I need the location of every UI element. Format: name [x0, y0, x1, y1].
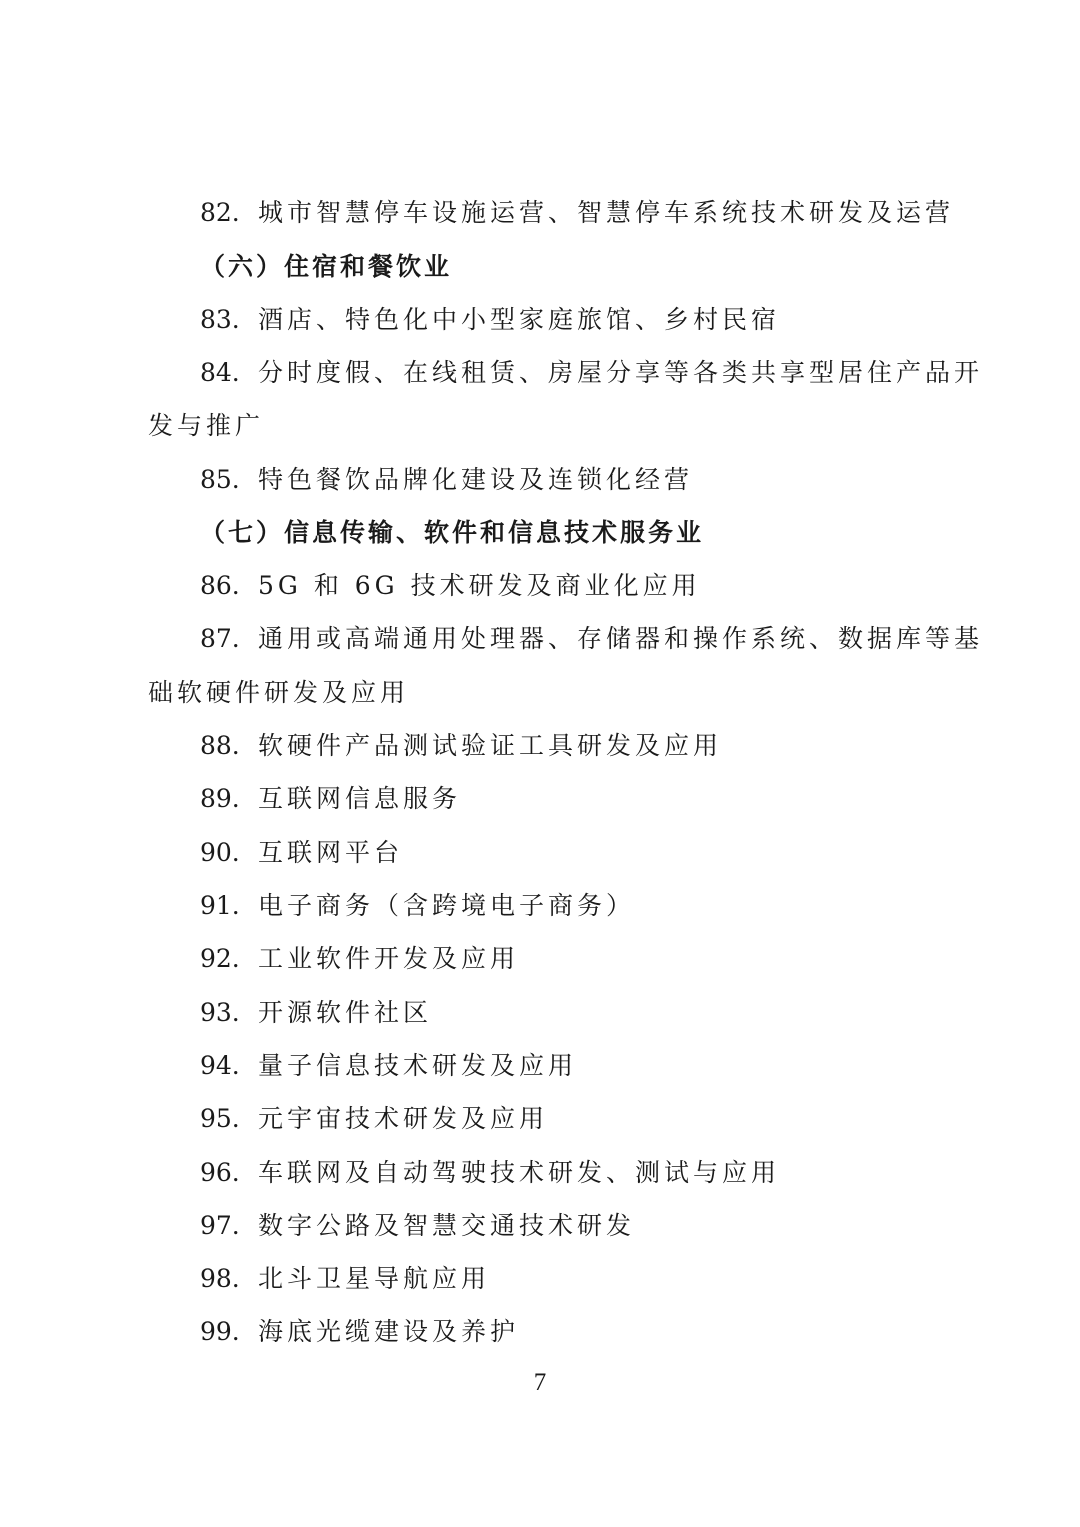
item-text: 城市智慧停车设施运营、智慧停车系统技术研发及运营 — [258, 198, 955, 227]
item-number: 96. — [200, 1158, 240, 1187]
item-text: 5G 和 6G 技术研发及商业化应用 — [258, 571, 701, 600]
list-item — [148, 889, 1000, 923]
list-item — [148, 1049, 1000, 1083]
item-number: 89. — [200, 784, 240, 813]
item-number: 91. — [200, 891, 240, 920]
list-item — [148, 1315, 1000, 1349]
item-text: 元宇宙技术研发及应用 — [258, 1104, 549, 1133]
list-item — [148, 1209, 1000, 1243]
item-text: 通用或高端通用处理器、存储器和操作系统、数据库等基 — [258, 624, 984, 653]
item-text: 量子信息技术研发及应用 — [258, 1051, 578, 1080]
item-number: 83. — [200, 305, 240, 334]
item-text: 北斗卫星导航应用 — [258, 1264, 491, 1293]
list-item — [148, 782, 1000, 816]
item-text: 开源软件社区 — [258, 998, 433, 1027]
item-number: 98. — [200, 1264, 240, 1293]
item-number: 99. — [200, 1317, 240, 1346]
list-item — [148, 1102, 1000, 1136]
item-number: 95. — [200, 1104, 240, 1133]
list-item — [148, 356, 1000, 390]
item-number: 93. — [200, 998, 240, 1027]
list-item — [148, 569, 1000, 603]
item-text: 软硬件产品测试验证工具研发及应用 — [258, 731, 723, 760]
item-text: 分时度假、在线租赁、房屋分享等各类共享型居住产品开 — [258, 358, 984, 387]
list-item — [148, 836, 1000, 870]
item-number: 84. — [200, 358, 240, 387]
item-number: 90. — [200, 838, 240, 867]
item-text: 特色餐饮品牌化建设及连锁化经营 — [258, 465, 694, 494]
list-item — [148, 1156, 1000, 1190]
list-item — [148, 196, 1000, 230]
list-item — [148, 729, 1000, 763]
item-number: 97. — [200, 1211, 240, 1240]
item-number: 82. — [200, 198, 240, 227]
item-text: 工业软件开发及应用 — [258, 944, 520, 973]
item-text: 互联网平台 — [258, 838, 404, 867]
item-text: 酒店、特色化中小型家庭旅馆、乡村民宿 — [258, 305, 781, 334]
list-item — [148, 1262, 1000, 1296]
item-text: 海底光缆建设及养护 — [258, 1317, 520, 1346]
list-item — [148, 942, 1000, 976]
item-text: 互联网信息服务 — [258, 784, 462, 813]
item-number: 88. — [200, 731, 240, 760]
section-heading: （七）信息传输、软件和信息技术服务业 — [200, 518, 705, 547]
item-text: 电子商务（含跨境电子商务） — [258, 891, 636, 920]
list-item-continuation: 础软硬件研发及应用 — [148, 678, 410, 707]
list-item-continuation: 发与推广 — [148, 411, 265, 440]
list-item — [148, 622, 1000, 656]
section-heading: （六）住宿和餐饮业 — [200, 252, 453, 281]
item-text: 车联网及自动驾驶技术研发、测试与应用 — [258, 1158, 781, 1187]
list-item — [148, 303, 1000, 337]
item-number: 92. — [200, 944, 240, 973]
item-number: 85. — [200, 465, 240, 494]
item-number: 94. — [200, 1051, 240, 1080]
item-text: 数字公路及智慧交通技术研发 — [258, 1211, 636, 1240]
page-number: 7 — [533, 1369, 547, 1396]
list-item — [148, 996, 1000, 1030]
item-number: 86. — [200, 571, 240, 600]
list-item — [148, 463, 1000, 497]
item-number: 87. — [200, 624, 240, 653]
